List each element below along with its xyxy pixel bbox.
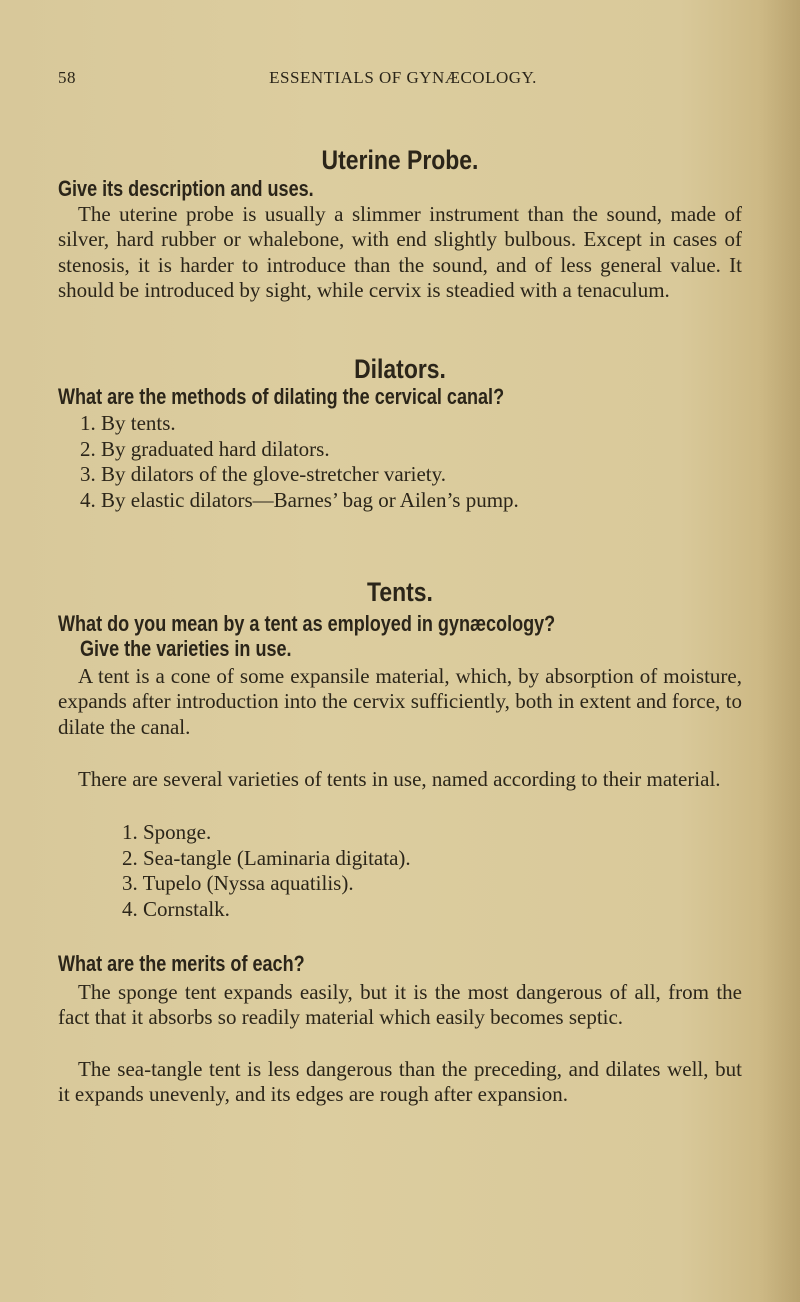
list-item: 3. By dilators of the glove-stretcher variety. xyxy=(80,462,447,487)
heading-tents: Tents. xyxy=(367,577,433,607)
heading-uterine-probe: Uterine Probe. xyxy=(321,145,479,175)
heading-dilators: Dilators. xyxy=(354,354,446,384)
dilator-methods-list xyxy=(80,411,519,513)
question-varieties: Give the varieties in use. xyxy=(80,636,292,661)
paragraph-sponge: The sponge tent expands easily, but it is the most dangerous of all, from the fact that it absorbs so readily material which easily becomes septic. xyxy=(58,980,742,1030)
list-item: 2. By graduated hard dilators. xyxy=(80,436,330,461)
page-number: 58 xyxy=(58,68,76,87)
list-item: 2. Sea-tangle (Laminaria digitata). xyxy=(122,845,411,870)
list-item: 1. Sponge. xyxy=(122,820,212,844)
question-tent: What do you mean by a tent as employed in gynæcology? xyxy=(58,611,556,636)
paragraph-sea-tangle: The sea-tangle tent is less dangerous than the preceding, and dilates well, but it expands unevenly, and its edges are rough after expansion. xyxy=(58,1057,742,1107)
question-description: Give its description and uses. xyxy=(58,176,314,201)
list-item: 1. By tents. xyxy=(80,411,176,435)
list-item: 3. Tupelo (Nyssa aquatilis). xyxy=(122,871,354,896)
list-item: 4. By elastic dilators—Barnes’ bag or Ailen’s pump. xyxy=(80,487,519,512)
paragraph-tent-varieties: There are several varieties of tents in use, named according to their material. xyxy=(78,767,721,791)
tent-varieties-list xyxy=(122,820,411,922)
question-merits: What are the merits of each? xyxy=(58,951,305,976)
paragraph-tent-definition: A tent is a cone of some expansile material, which, by absorption of moisture, expands after introduction into the cervix sufficiently, both in extent and force, to dilate the canal. xyxy=(58,664,742,739)
paragraph-probe: The uterine probe is usually a slimmer instrument than the sound, made of silver, hard rubber or whalebone, with end slightly bulbous. Except in cases of stenosis, it is harder to introduce than the sound, and of less general value. It should be introduced by sight, while cervix is steadied with a tenaculum. xyxy=(58,202,742,302)
question-dilating: What are the methods of dilating the cervical canal? xyxy=(58,384,505,409)
list-item: 4. Cornstalk. xyxy=(122,896,230,921)
running-title: ESSENTIALS OF GYNÆCOLOGY. xyxy=(269,68,537,87)
